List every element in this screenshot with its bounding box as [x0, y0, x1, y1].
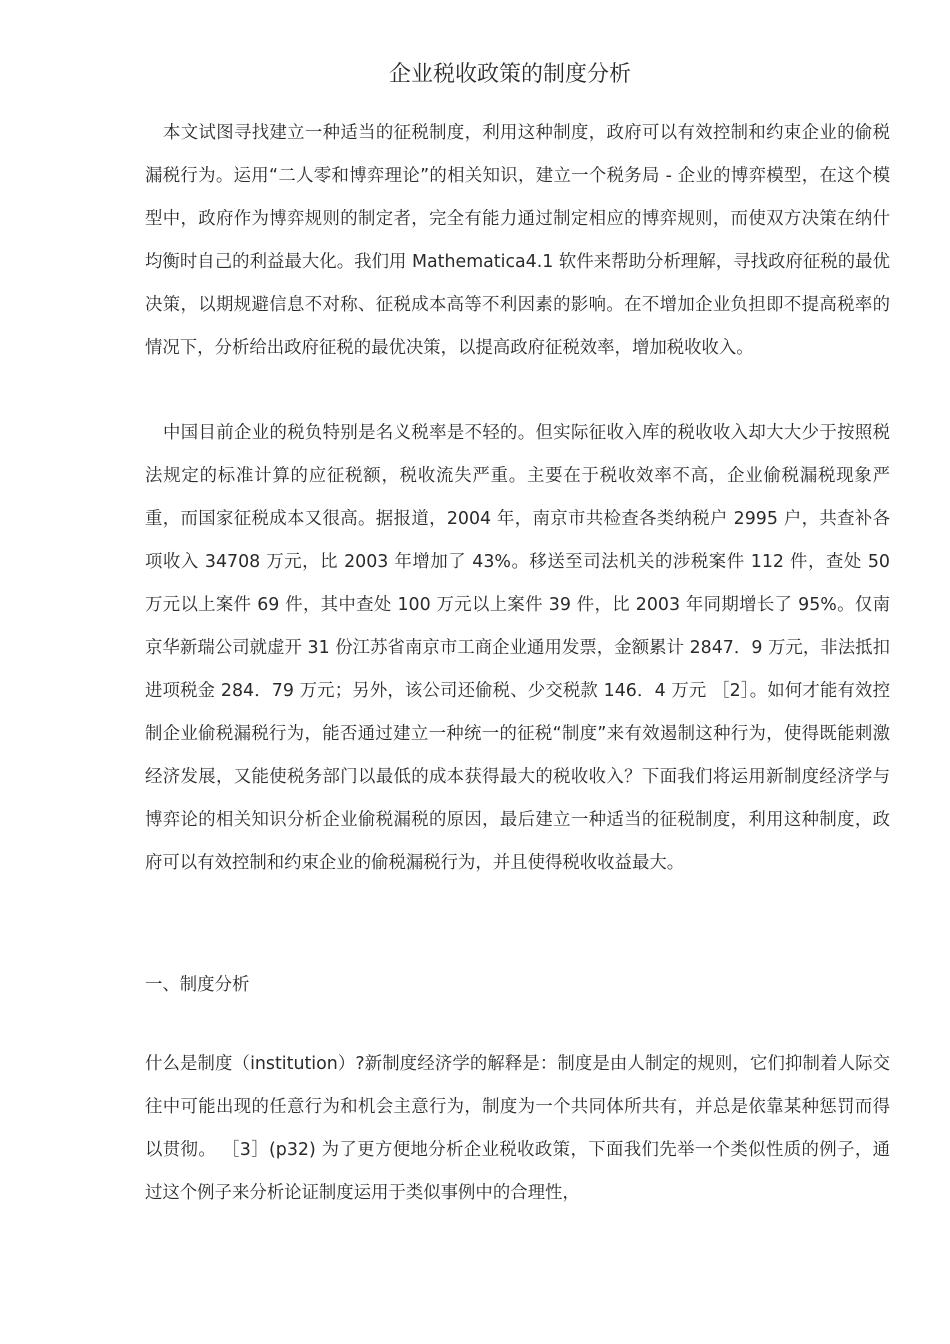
abstract-paragraph: 本文试图寻找建立一种适当的征税制度，利用这种制度，政府可以有效控制和约束企业的偷税漏税行为。运用“二人零和博弈理论”的相关知识，建立一个税务局 - 企业的博弈模型，在这个模型中，政府作为博弈规则的制定者，完全有能力通过制定相应的博弈规则，而使双方决策在纳什均衡时自己的利益最大化。我们用 Mathematica4.1 软件来帮助分析理解，寻找政府征税的最优决策，以期规避信息不对称、征税成本高等不利因素的影响。在不增加企业负担即不提高税率的情况下，分析给出政府征税的最优决策，以提高政府征税效率，增加税收收入。 [145, 123, 890, 358]
intro-paragraph: 中国目前企业的税负特别是名义税率是不轻的。但实际征收入库的税收收入却大大少于按照税法规定的标准计算的应征税额，税收流失严重。主要在于税收效率不高，企业偷税漏税现象严重，而国家征税成本又很高。据报道，2004 年，南京市共检查各类纳税户 2995 户，共查补各项收入 34708 万元，比 2003 年增加了 43%。移送至司法机关的涉税案件 112 件，查处 50 万元以上案件 69 件，其中查处 100 万元以上案件 39 件，比 2003 年同期增长了 95%。仅南京华新瑞公司就虚开 31 份江苏省南京市工商企业通用发票，金额累计 2847．9 万元，非法抵扣进项税金 284．79 万元；另外，该公司还偷税、少交税款 146．4 万元 ［2］。如何才能有效控制企业偷税漏税行为，能否通过建立一种统一的征税“制度”来有效遏制这种行为，使得既能刺激经济发展，又能使税务部门以最低的成本获得最大的税收收入？下面我们将运用新制度经济学与博弈论的相关知识分析企业偷税漏税的原因，最后建立一种适当的征税制度，利用这种制度，政府可以有效控制和约束企业的偷税漏税行为，并且使得税收收益最大。 [145, 423, 890, 873]
document-title: 企业税收政策的制度分析 [388, 62, 631, 87]
section-heading: 一、制度分析 [145, 975, 250, 995]
section-paragraph: 什么是制度（institution）?新制度经济学的解释是：制度是由人制定的规则，它们抑制着人际交往中可能出现的任意行为和机会主意行为，制度为一个共同体所共有，并总是依靠某种惩罚而得以贯彻。 ［3］(p32) 为了更方便地分析企业税收政策，下面我们先举一个类似性质的例子，通过这个例子来分析论证制度运用于类似事例中的合理性， [145, 1054, 890, 1203]
